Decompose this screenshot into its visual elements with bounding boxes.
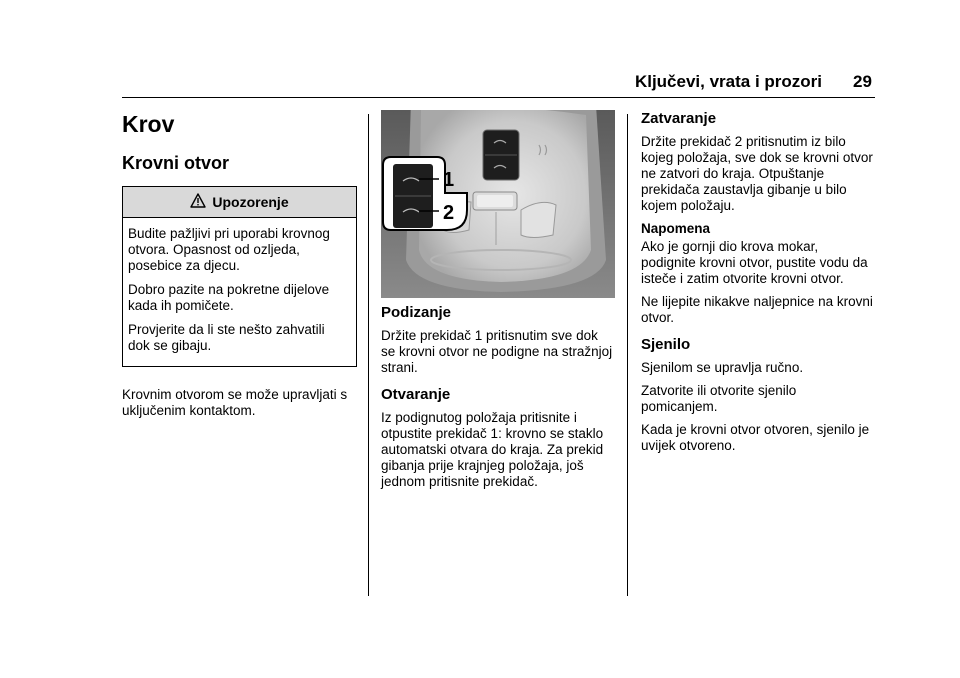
sjenilo-text-3: Kada je krovni otvor otvoren, sjenilo je uvijek otvoreno. [641,422,870,453]
warning-paragraph: Provjerite da li ste nešto zahvatili dok se gibaju. [128,322,325,353]
column-1 [122,110,357,426]
callout-1-label: 1 [443,169,455,191]
warning-paragraph: Dobro pazite na pokretne dijelove kada ih pomičete. [128,282,330,313]
body-paragraph: Krovnim otvorom se može upravljati s uključenim kontaktom. [122,387,348,418]
header-divider [122,97,875,98]
note-text-2: Ne lijepite nikakve naljepnice na krovni otvor. [641,294,873,325]
otvaranje-text: Iz podignutog položaja pritisnite i otpustite prekidač 1: krovno se staklo automatski otvara do kraja. Za prekid gibanja prije krajnjeg položaja, još jednom pritisnite prekidač. [381,410,604,489]
note-heading: Napomena [641,221,711,236]
warning-title: Upozorenje [212,194,289,210]
podizanje-heading: Podizanje [381,304,452,321]
page-number: 29 [853,72,872,91]
note-text: Ako je gornji dio krova mokar, podignite krovni otvor, pustite vodu da isteče i zatim otvorite krovni otvor. [641,239,868,286]
column-2 [381,110,615,497]
column-divider-1 [368,114,369,596]
column-3 [641,110,876,461]
podizanje-text: Držite prekidač 1 pritisnutim sve dok se krovni otvor ne podigne na stražnjoj strani. [381,328,613,375]
warning-paragraph: Budite pažljivi pri uporabi krovnog otvora. Opasnost od ozljeda, posebice za djecu. [128,226,330,273]
warning-box [122,186,357,367]
running-header-title: Ključevi, vrata i prozori [634,72,822,91]
warning-triangle-icon [190,193,206,211]
sunroof-switch-figure [381,110,615,298]
sjenilo-heading: Sjenilo [641,336,691,353]
zatvaranje-text: Držite prekidač 2 pritisnutim iz bilo kojeg položaja, sve dok se krovni otvor ne zatvori do kraja. Otpuštanje prekidača zaustavlja gibanje u bilo kojem položaju. [641,134,873,213]
section-title: Krov [122,111,175,137]
warning-header [123,187,356,218]
column-divider-2 [627,114,628,596]
callout-2-label: 2 [443,202,455,224]
sjenilo-text-2: Zatvorite ili otvorite sjenilo pomicanjem. [641,383,797,414]
warning-body [123,218,356,366]
zatvaranje-heading: Zatvaranje [641,110,717,127]
sjenilo-text-1: Sjenilom se upravlja ručno. [641,360,804,375]
otvaranje-heading: Otvaranje [381,386,451,403]
subsection-title: Krovni otvor [122,153,230,173]
